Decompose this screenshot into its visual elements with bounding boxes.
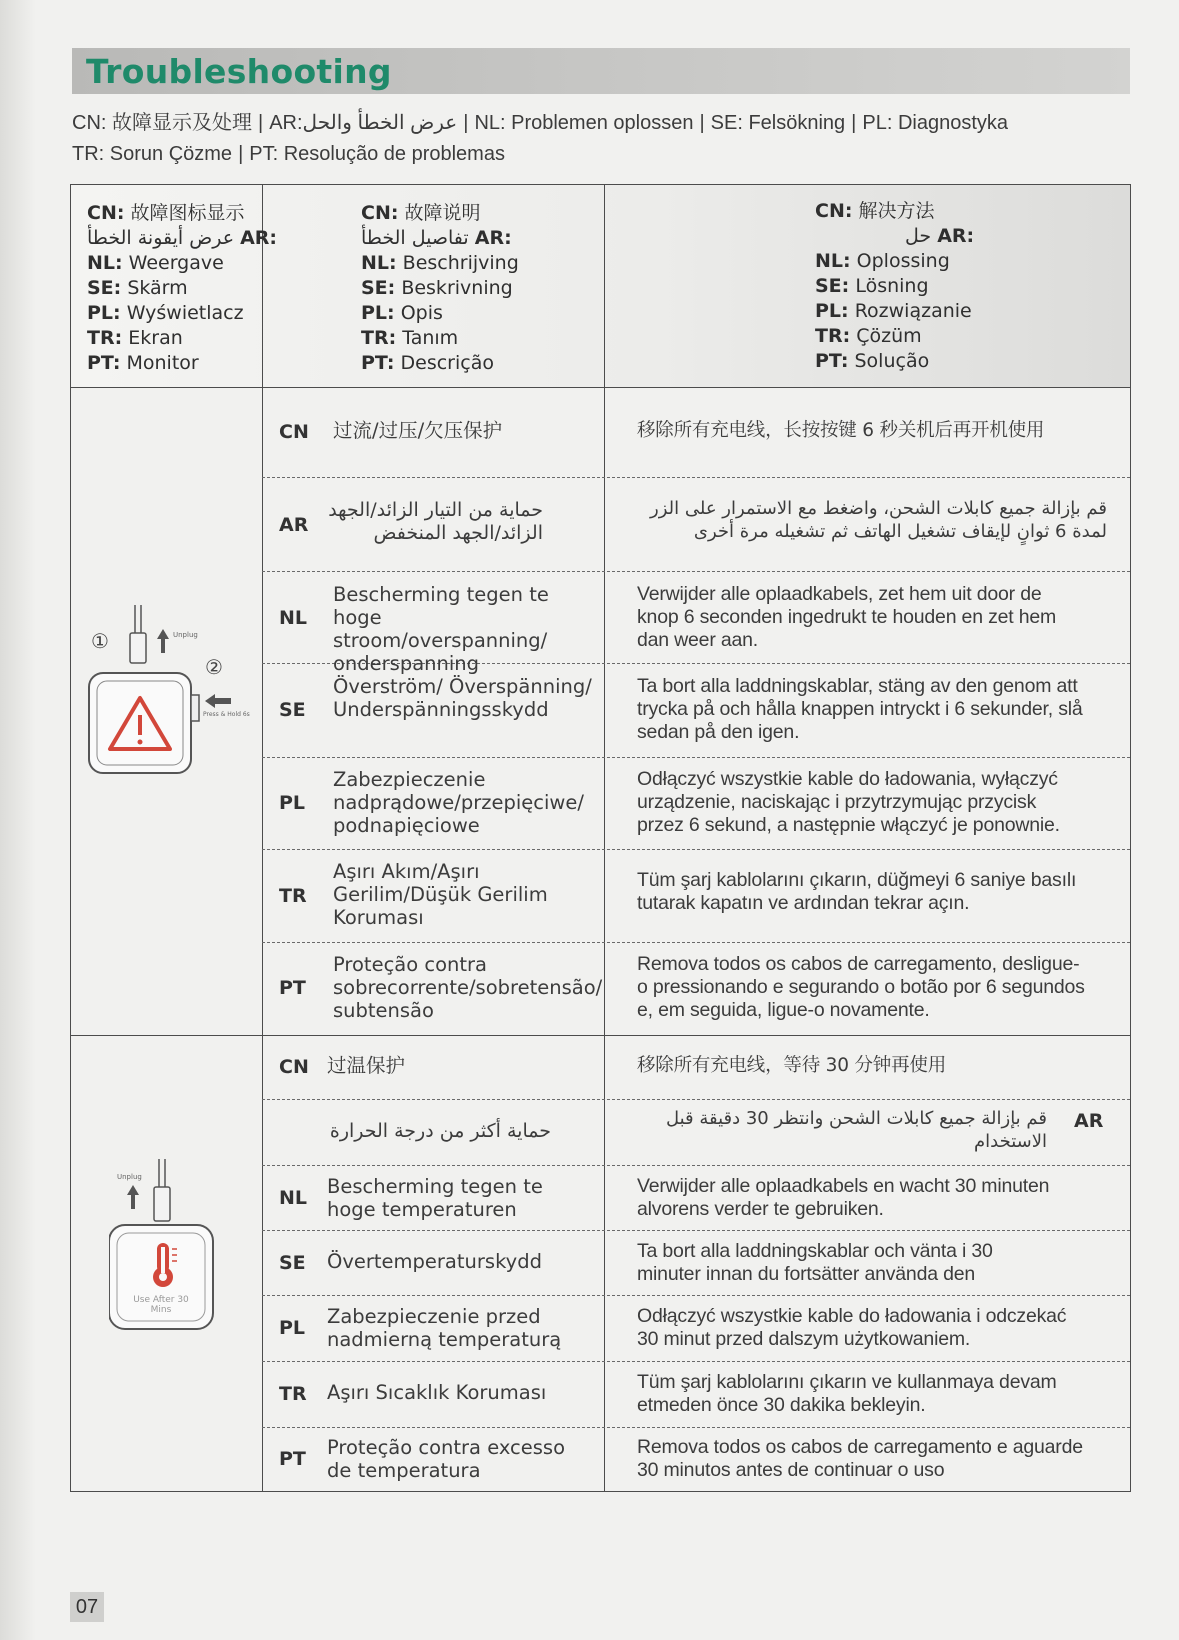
use-after-label: Use After 30 Mins: [133, 1295, 189, 1315]
header-line: SE: Beskrivning: [361, 277, 513, 299]
fault-solution: قم بإزالة جميع كابلات الشحن، واضغط مع الاستمرار على الزر لمدة 6 ثوانٍ لإيقاف تشغيل الهاتف ثم تشغيله مرة أخرى: [650, 498, 1107, 542]
header-line: PT: Descrição: [361, 352, 494, 374]
header-line: تفاصيل الخطأ AR:: [361, 227, 512, 249]
header-line: TR: Ekran: [87, 327, 183, 349]
language-code: TR: [279, 1383, 307, 1405]
language-code: PL: [279, 792, 306, 814]
fault-solution: Ta bort alla laddningskablar, stäng av den genom att trycka på och hålla knappen intryckt i 6 sekunder, slå sedan på den igen.: [637, 675, 1083, 743]
fault-description: 过温保护: [327, 1054, 406, 1077]
header-line: PT: Solução: [815, 350, 930, 372]
fault-description: Proteção contra excesso de temperatura: [327, 1436, 566, 1482]
header-line: PL: Rozwiązanie: [815, 300, 972, 322]
header-line: حل AR:: [905, 225, 975, 247]
subtitle-line-1: CN: 故障显示及处理 | AR:عرض الخطأ والحل | NL: Problemen oplossen | SE: Felsökning | PL: Diagnostyka: [72, 112, 1009, 134]
header-solution: [815, 199, 974, 374]
fault-description: Övertemperaturskydd: [327, 1250, 542, 1273]
step-one-marker: ①: [91, 629, 109, 653]
header-line: CN: 故障说明: [361, 202, 481, 224]
language-code: CN: [279, 1056, 309, 1078]
row-divider: [262, 1099, 1130, 1100]
subtitle-tr: TR: Sorun Çözme: [72, 143, 233, 165]
fault-solution: 移除所有充电线，等待 30 分钟再使用: [637, 1055, 947, 1076]
unplug-label: Unplug: [117, 1173, 142, 1181]
language-code: AR: [279, 514, 309, 536]
page-number: 07: [70, 1592, 104, 1622]
warning-device-drawing: [85, 603, 255, 783]
language-code: PT: [279, 977, 306, 999]
language-code: NL: [279, 607, 308, 629]
header-line: CN: 故障图标显示: [87, 202, 245, 224]
fault-description: Aşırı Sıcaklık Koruması: [327, 1381, 547, 1404]
fault-description: حماية أكثر من درجة الحرارة: [329, 1120, 551, 1142]
step-two-marker: ②: [205, 655, 223, 679]
fault-solution: قم بإزالة جميع كابلات الشحن وانتظر 30 دقيقة قبل الاستخدام: [665, 1108, 1047, 1152]
row-divider: [262, 849, 1130, 850]
fault-description: Aşırı Akım/Aşırı Gerilim/Düşük Gerilim Koruması: [333, 860, 548, 929]
subtitle-pl: PL: Diagnostyka: [862, 112, 1009, 134]
header-line: TR: Tanım: [361, 327, 459, 349]
fault-solution: Odłączyć wszystkie kable do ładowania, wyłączyć urządzenie, naciskając i przytrzymując przycisk przez 6 sekund, a następnie włączyć je ponownie.: [637, 768, 1060, 836]
language-code: AR: [1074, 1110, 1104, 1132]
fault-solution: Odłączyć wszystkie kable do ładowania i odczekać 30 minut przed dalszym użytkowaniem.: [637, 1305, 1067, 1350]
row-divider: [262, 942, 1130, 943]
page-title: Troubleshooting: [86, 52, 392, 91]
fault-description: 过流/过压/欠压保护: [333, 419, 503, 442]
row-divider: [262, 1165, 1130, 1166]
language-code: SE: [279, 1252, 306, 1274]
row-divider: [262, 571, 1130, 572]
fault-solution: Remova todos os cabos de carregamento e aguarde 30 minutos antes de continuar o uso: [637, 1436, 1083, 1481]
header-divider: [71, 387, 1130, 388]
language-code: TR: [279, 885, 307, 907]
language-subtitle: [72, 108, 1132, 170]
header-line: SE: Skärm: [87, 277, 188, 299]
header-line: PT: Monitor: [87, 352, 199, 374]
fault-description: Bescherming tegen te hoge temperaturen: [327, 1175, 543, 1221]
unplug-label: Unplug: [173, 631, 198, 639]
header-line: NL: Oplossing: [815, 250, 950, 272]
header-line: CN: 解决方法: [815, 200, 935, 222]
row-divider: [262, 1427, 1130, 1428]
row-divider: [262, 757, 1130, 758]
fault-description: Överström/ Överspänning/ Underspänningsskydd: [333, 675, 592, 721]
subtitle-se: SE: Felsökning: [710, 112, 846, 134]
fault-description: Zabezpieczenie przed nadmierną temperaturą: [327, 1305, 562, 1351]
subtitle-nl: NL: Problemen oplossen: [474, 112, 694, 134]
header-description: [361, 201, 519, 376]
subtitle-pt: PT: Resolução de problemas: [249, 143, 505, 165]
language-code: SE: [279, 699, 306, 721]
press-hold-label: Press & Hold 6s: [203, 711, 250, 718]
fault-solution: Tüm şarj kablolarını çıkarın ve kullanmaya devam etmeden önce 30 dakika bekleyin.: [637, 1371, 1057, 1416]
fault-solution: Tüm şarj kablolarını çıkarın, düğmeyi 6 saniye basılı tutarak kapatın ve ardından tekrar açın.: [637, 869, 1077, 914]
language-code: PL: [279, 1317, 306, 1339]
header-line: SE: Lösning: [815, 275, 929, 297]
subtitle-line-2: TR: Sorun Çözme | PT: Resolução de problemas: [72, 143, 505, 165]
header-line: PL: Wyświetlacz: [87, 302, 244, 324]
title-bar: [72, 48, 1130, 94]
header-display: [87, 201, 277, 376]
row-divider: [262, 1230, 1130, 1231]
fault-description: حماية من التيار الزائد/الجهد الزائد/الجهد المنخفض: [328, 499, 543, 544]
fault-solution: 移除所有充电线，长按按键 6 秒关机后再开机使用: [637, 420, 1045, 441]
header-line: عرض أيقونة الخطأ AR:: [87, 227, 278, 249]
language-code: CN: [279, 421, 309, 443]
row-divider: [262, 1295, 1130, 1296]
page-fold-shadow: [0, 0, 36, 1640]
fault-description: Proteção contra sobrecorrente/sobretensão/ subtensão: [333, 953, 603, 1022]
fault-solution: Verwijder alle oplaadkabels, zet hem uit door de knop 6 seconden ingedrukt te houden en zet hem dan weer aan.: [637, 583, 1057, 651]
fault-description: Zabezpieczenie nadprądowe/przepięciwe/ podnapięciowe: [333, 768, 584, 837]
subtitle-cn: CN: 故障显示及处理: [72, 112, 252, 134]
fault-solution: Ta bort alla laddningskablar och vänta i 30 minuter innan du fortsätter använda den: [637, 1240, 993, 1285]
group-divider: [71, 1035, 1130, 1036]
overcurrent-illustration: [85, 603, 255, 783]
header-line: TR: Çözüm: [815, 325, 922, 347]
fault-description: Bescherming tegen te hoge stroom/overspanning/ onderspanning: [333, 583, 549, 675]
language-code: PT: [279, 1448, 306, 1470]
fault-solution: Verwijder alle oplaadkabels en wacht 30 minuten alvorens verder te gebruiken.: [637, 1175, 1050, 1220]
row-divider: [262, 1361, 1130, 1362]
header-line: PL: Opis: [361, 302, 443, 324]
subtitle-ar: AR:عرض الخطأ والحل: [269, 112, 458, 134]
fault-solution: Remova todos os cabos de carregamento, desligue-o pressionando e segurando o botão por 6 segundos e, em seguida, ligue-o novamente.: [637, 953, 1085, 1021]
troubleshooting-table: [70, 184, 1131, 1492]
header-line: NL: Weergave: [87, 252, 224, 274]
language-code: NL: [279, 1187, 308, 1209]
overtemperature-illustration: [109, 1157, 229, 1332]
row-divider: [262, 477, 1130, 478]
header-line: NL: Beschrijving: [361, 252, 519, 274]
